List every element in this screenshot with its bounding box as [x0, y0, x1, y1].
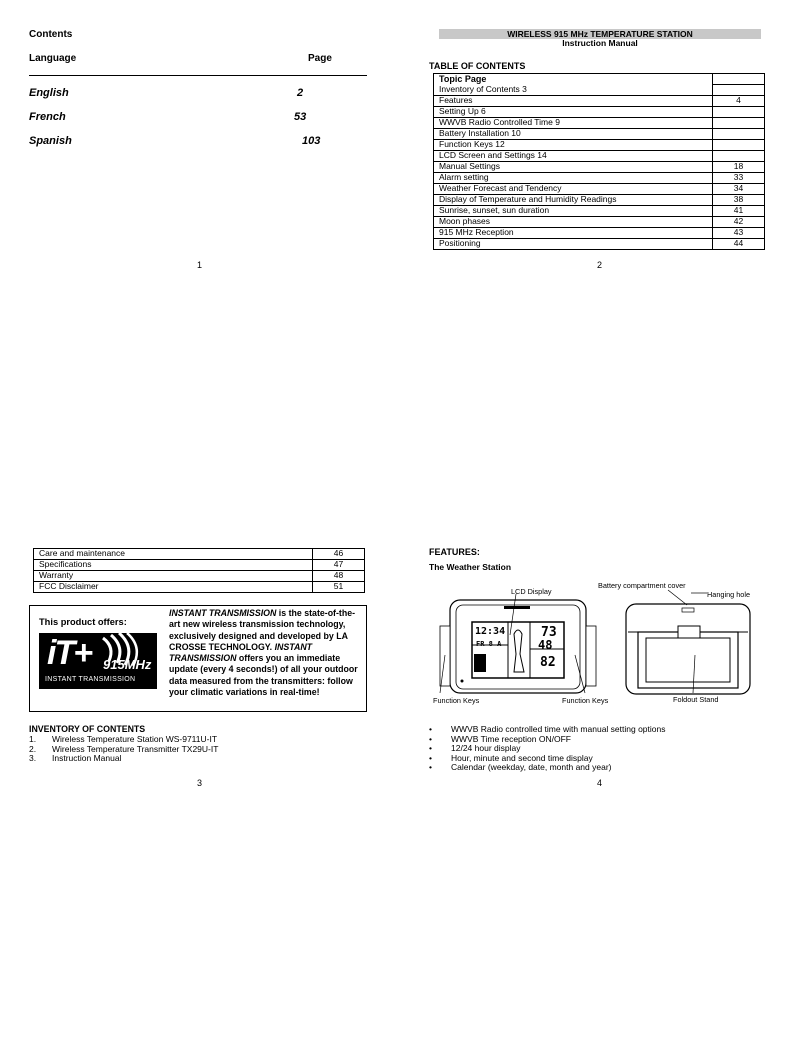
inventory-num: 2. — [29, 743, 37, 754]
label-foldout-stand: Foldout Stand — [673, 695, 719, 704]
product-offers-box — [29, 605, 367, 712]
bullet-icon: • — [429, 733, 432, 744]
label-battery-cover: Battery compartment cover — [598, 581, 686, 590]
bullet-icon: • — [429, 724, 432, 734]
divider — [29, 75, 367, 76]
inventory-num: 3. — [29, 753, 37, 764]
it-name: INSTANT TRANSMISSION — [169, 608, 277, 618]
toc-row: Inventory of Contents 3 — [434, 85, 713, 96]
toc-heading: TABLE OF CONTENTS — [429, 61, 526, 71]
language-french: French — [29, 111, 66, 123]
language-english: English — [29, 87, 69, 99]
toc-row-page: 18 — [713, 162, 765, 173]
toc-row-page: 43 — [713, 228, 765, 239]
manual-header-subtitle: Instruction Manual — [562, 38, 638, 48]
logo-caption: INSTANT TRANSMISSION — [45, 676, 136, 683]
toc-table — [433, 73, 765, 250]
toc-row-page: 46 — [313, 549, 365, 560]
toc-row-page: 42 — [713, 217, 765, 228]
toc-row: Function Keys 12 — [434, 140, 713, 151]
inventory-text: Wireless Temperature Station WS-9711U-IT — [52, 734, 218, 744]
toc-row-page — [713, 140, 765, 151]
toc-row: FCC Disclaimer — [34, 582, 313, 593]
page-number-1: 1 — [197, 260, 203, 270]
toc-row-page: 44 — [713, 239, 765, 250]
logo-main-text: iT+ — [47, 634, 92, 672]
lcd-date: FR 8 A — [476, 640, 502, 648]
toc-row-page: 48 — [313, 571, 365, 582]
page-number-4: 4 — [597, 778, 603, 788]
toc-row: Specifications — [34, 560, 313, 571]
feature-text: WWVB Time reception ON/OFF — [451, 733, 571, 744]
lcd-outdoor-temp: 73 — [541, 625, 557, 640]
feature-text: Hour, minute and second time display — [451, 752, 593, 763]
lcd-humidity: 48 — [538, 638, 553, 652]
inventory-text: Wireless Temperature Transmitter TX29U-IT — [52, 743, 219, 754]
toc-row: LCD Screen and Settings 14 — [434, 151, 713, 162]
toc-row-page — [713, 151, 765, 162]
list-item — [29, 754, 218, 764]
language-spanish-page: 103 — [302, 135, 321, 147]
toc-row: WWVB Radio Controlled Time 9 — [434, 118, 713, 129]
page-column-header: Page — [308, 53, 332, 64]
language-column-header: Language — [29, 53, 77, 64]
toc-row-page — [713, 107, 765, 118]
toc-row: Weather Forecast and Tendency — [434, 184, 713, 195]
toc-row-page — [713, 85, 765, 96]
list-item — [429, 763, 665, 773]
toc-row-page — [713, 129, 765, 140]
toc-row: Moon phases — [434, 217, 713, 228]
it-plus-logo — [39, 633, 157, 689]
toc-row: Features — [434, 96, 713, 107]
it-name: INSTANT TRANSMISSION — [169, 641, 313, 664]
toc-row-page: 41 — [713, 206, 765, 217]
toc-row: Warranty — [34, 571, 313, 582]
leader-lines — [425, 585, 765, 701]
manual-header-title: WIRELESS 915 MHz TEMPERATURE STATION — [439, 29, 761, 39]
it-description-part: is the state-of-the-art new wireless transmission technology, exclusively designed and developed by LA CROSSE TECHNOLOGY. — [169, 608, 356, 652]
inventory-num: 1. — [29, 734, 37, 744]
feature-text: 12/24 hour display — [451, 743, 521, 754]
inventory-heading: INVENTORY OF CONTENTS — [29, 724, 146, 734]
toc-row-page: 34 — [713, 184, 765, 195]
offers-label: This product offers: — [39, 617, 127, 627]
toc-row-page: 33 — [713, 173, 765, 184]
toc-row-page: 47 — [313, 560, 365, 571]
lcd-time: 12:34 — [475, 626, 506, 637]
features-list — [429, 725, 665, 773]
bullet-icon: • — [429, 762, 432, 773]
toc-row: Sunrise, sunset, sun duration — [434, 206, 713, 217]
feature-text: Calendar (weekday, date, month and year) — [451, 762, 612, 773]
it-description-part: offers you an immediate update (every 4 seconds!) of all your outdoor data measured from the transmitters: follow your climatic variations in real-time! — [169, 653, 358, 698]
label-function-keys-right: Function Keys — [562, 696, 609, 705]
language-spanish: Spanish — [29, 135, 72, 147]
logo-frequency: 915MHz — [103, 657, 152, 672]
toc-row: Alarm setting — [434, 173, 713, 184]
label-function-keys-left: Function Keys — [433, 696, 480, 705]
bullet-icon: • — [429, 752, 432, 763]
toc-header-topic: Topic Page — [434, 74, 713, 85]
inventory-list — [29, 735, 218, 764]
toc-row: 915 MHz Reception — [434, 228, 713, 239]
lcd-indoor-temp: 82 — [540, 655, 556, 670]
features-heading: FEATURES: — [429, 547, 480, 557]
toc-row: Battery Installation 10 — [434, 129, 713, 140]
toc-row: Display of Temperature and Humidity Readings — [434, 195, 713, 206]
language-english-page: 2 — [297, 87, 304, 99]
label-hanging-hole: Hanging hole — [707, 590, 751, 599]
label-lcd-display: LCD Display — [511, 587, 552, 596]
weather-station-heading: The Weather Station — [429, 562, 512, 572]
page-number-3: 3 — [197, 778, 203, 788]
toc-row: Manual Settings — [434, 162, 713, 173]
toc-continued-table — [33, 548, 365, 593]
toc-row: Care and maintenance — [34, 549, 313, 560]
bullet-icon: • — [429, 743, 432, 754]
toc-row-page: 4 — [713, 96, 765, 107]
feature-text: WWVB Radio controlled time with manual setting options — [451, 724, 666, 734]
page-number-2: 2 — [597, 260, 603, 270]
instant-transmission-description — [169, 608, 359, 698]
toc-header-page — [713, 74, 765, 85]
toc-row-page: 38 — [713, 195, 765, 206]
toc-row: Setting Up 6 — [434, 107, 713, 118]
toc-row-page: 51 — [313, 582, 365, 593]
inventory-text: Instruction Manual — [52, 753, 122, 764]
toc-row: Positioning — [434, 239, 713, 250]
toc-row-page — [713, 118, 765, 129]
contents-heading: Contents — [29, 29, 73, 40]
language-french-page: 53 — [294, 111, 307, 123]
